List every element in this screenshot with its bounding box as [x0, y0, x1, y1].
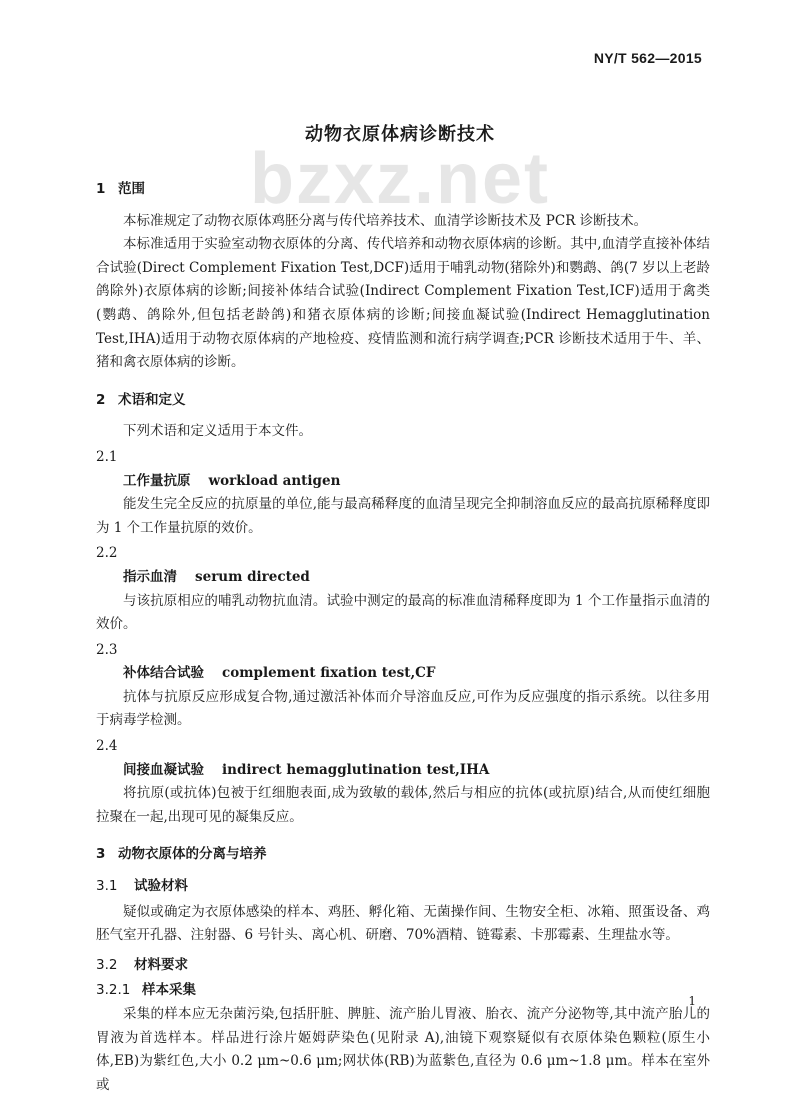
document-title: 动物衣原体病诊断技术: [305, 124, 495, 145]
subsection-number: 3.2.1: [96, 982, 131, 999]
document-body: [96, 178, 710, 1097]
paragraph: 下列术语和定义适用于本文件。: [123, 423, 312, 440]
term-definition: 将抗原(或抗体)包被于红细胞表面,成为致敏的载体,然后与相应的抗体(或抗原)结合,从而使红细胞拉聚在一起,出现可见的凝集反应。: [96, 785, 710, 825]
page-number: 1: [688, 994, 696, 1008]
subsection-title: 试验材料: [134, 878, 188, 895]
section-title: 范围: [118, 181, 145, 197]
term-definition: 能发生完全反应的抗原量的单位,能与最高稀释度的血清呈现完全抑制溶血反应的最高抗原稀释度即为 1 个工作量抗原的效价。: [96, 496, 710, 536]
term-number: 2.2: [96, 545, 118, 562]
term-zh: 补体结合试验: [123, 665, 204, 682]
paragraph: 疑似或确定为衣原体感染的样本、鸡胚、孵化箱、无菌操作间、生物安全柜、冰箱、照蛋设备、鸡胚气室开孔器、注射器、6 号针头、离心机、研磨、70%酒精、链霉素、卡那霉素、生理盐水等。: [96, 903, 710, 944]
paragraph: 本标准适用于实验室动物衣原体的分离、传代培养和动物衣原体病的诊断。其中,血清学直接补体结合试验(Direct Complement Fixation Test,DCF)适用于哺乳动物(猪除外)和鹦鹉、鸽(7 岁以上老龄鸽除外)衣原体病的诊断;间接补体结合试验(Indirect Complement Fixation Test,ICF)适用于禽类(鹦鹉、鸽除外,但包括老龄鸽)和猪衣原体病的诊断;间接血凝试验(Indirect Hemagglutination Test,IHA)适用于动物衣原体病的产地检疫、疫情监测和流行病学调查;PCR 诊断技术适用于牛、羊、猪和禽衣原体病的诊断。: [96, 236, 710, 371]
section-number: 2: [96, 391, 106, 408]
term-definition: 与该抗原相应的哺乳动物抗血清。试验中测定的最高的标准血清稀释度即为 1 个工作量指示血清的效价。: [96, 592, 710, 633]
subsection-3-1-heading: [96, 875, 710, 899]
subsection-number: 3.1: [96, 878, 118, 895]
section-number: 1: [96, 181, 106, 197]
paragraph: 本标准规定了动物衣原体鸡胚分离与传代培养技术、血清学诊断技术及 PCR 诊断技术。: [123, 212, 648, 229]
section-3-heading: [96, 843, 710, 867]
section-2-heading: [96, 389, 710, 413]
subsection-3-2-1-heading: [96, 979, 710, 1003]
term-number: 2.1: [96, 448, 118, 465]
section-title: 术语和定义: [118, 391, 186, 408]
term-en: serum directed: [195, 568, 310, 585]
section-1-heading: [96, 178, 710, 202]
subsection-title: 材料要求: [134, 956, 188, 973]
standard-code: NY/T 562—2015: [593, 50, 702, 66]
subsection-number: 3.2: [96, 956, 118, 973]
term-en: workload antigen: [208, 472, 341, 489]
term-number: 2.4: [96, 738, 118, 755]
section-title: 动物衣原体的分离与培养: [118, 846, 267, 863]
term-name: [96, 470, 710, 494]
section-number: 3: [96, 846, 106, 863]
term-name: [96, 566, 710, 590]
subsection-title: 样本采集: [142, 982, 196, 999]
term-number: 2.3: [96, 641, 118, 658]
term-zh: 间接血凝试验: [123, 761, 204, 778]
paragraph: 采集的样本应无杂菌污染,包括肝脏、脾脏、流产胎儿胃液、胎衣、流产分泌物等,其中流产胎儿的胃液为首选样本。样品进行涂片姬姆萨染色(见附录 A),油镜下观察疑似有衣原体染色颗粒(原生小体,EB)为紫红色,大小 0.2 μm~0.6 μm;网状体(RB)为蓝紫色,直径为 0.6 μm~1.8 μm。样本在室外或: [96, 1006, 710, 1093]
subsection-3-2-heading: [96, 954, 710, 978]
term-en: indirect hemagglutination test,IHA: [222, 761, 490, 778]
term-name: [96, 662, 710, 686]
term-name: [96, 759, 710, 783]
term-zh: 工作量抗原: [123, 472, 191, 489]
term-zh: 指示血清: [123, 568, 177, 585]
term-definition: 抗体与抗原反应形成复合物,通过激活补体而介导溶血反应,可作为反应强度的指示系统。以往多用于病毒学检测。: [96, 688, 710, 729]
watermark: bzxz.net: [249, 139, 551, 219]
term-en: complement fixation test,CF: [222, 665, 436, 682]
